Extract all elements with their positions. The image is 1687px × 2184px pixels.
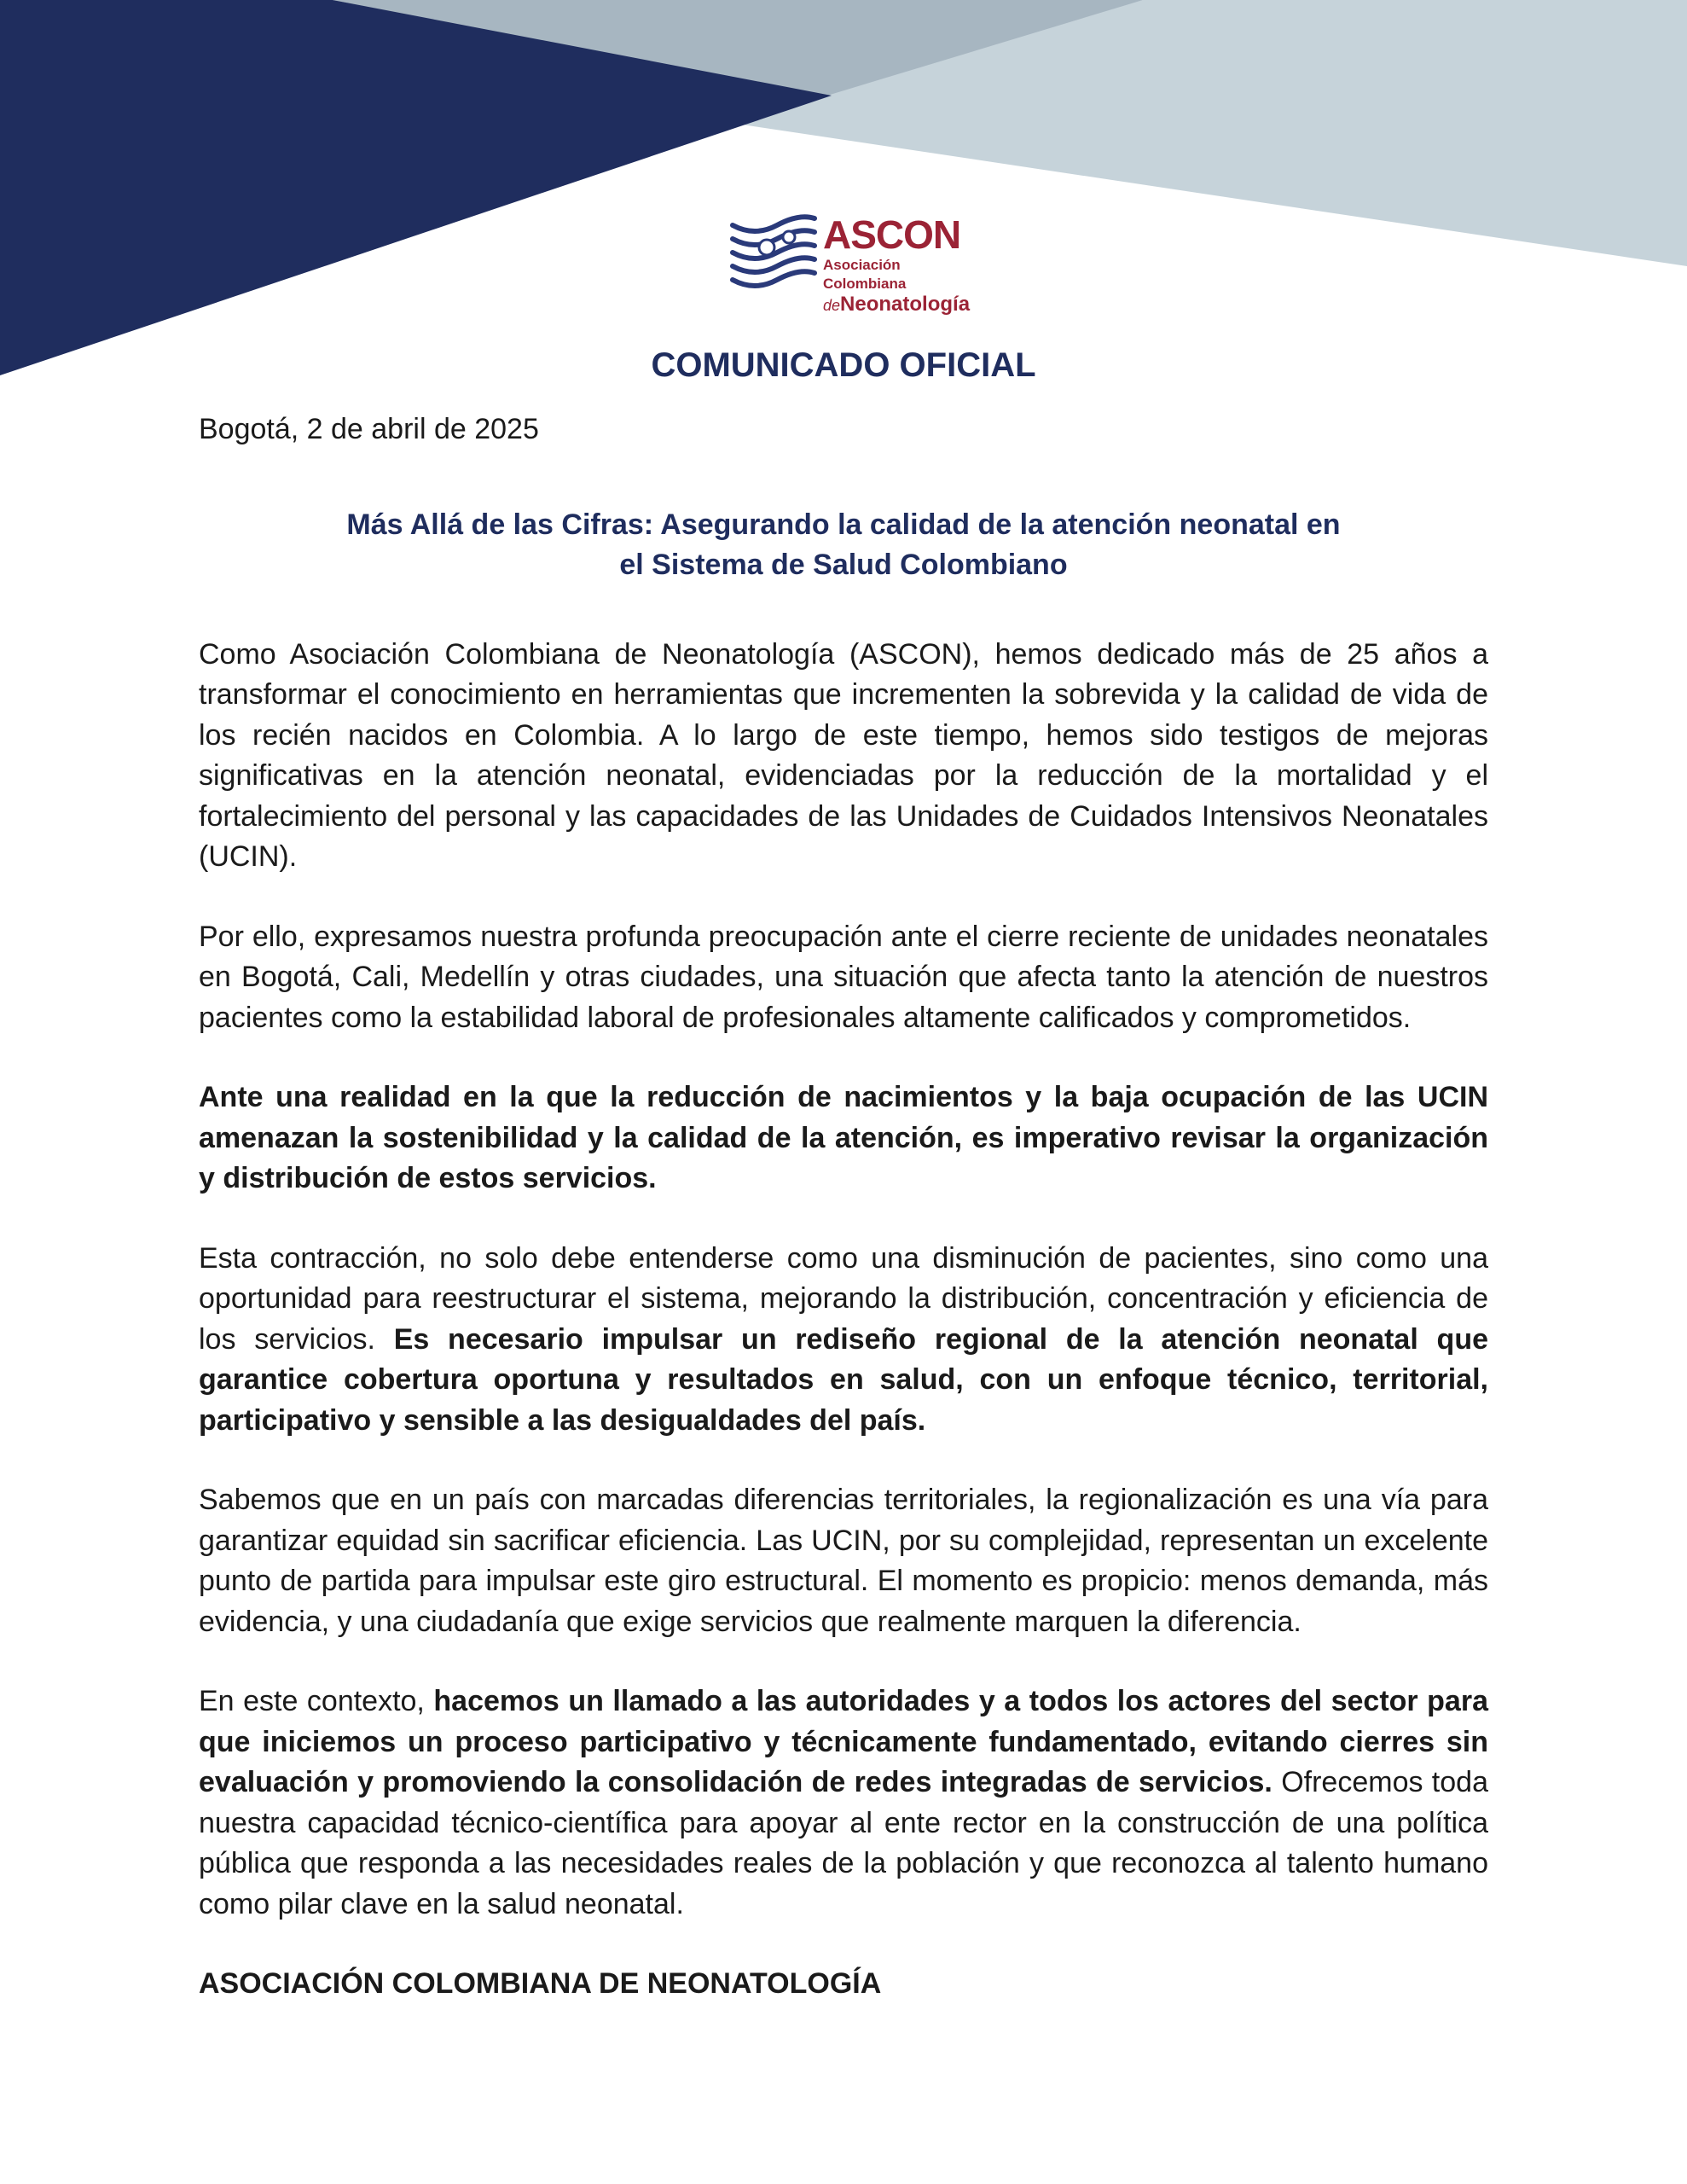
paragraph-4-normal: Esta contracción, no solo debe entenderse como una disminución de pacientes, sino como una oportunidad para reestructurar el sistema, mejorando la distribución, concentración y eficiencia de los servicios. xyxy=(199,1241,1488,1356)
paragraph-6-start: En este contexto, xyxy=(199,1685,434,1717)
logo-subtitle-line2 xyxy=(823,293,977,317)
subtitle-line2: el Sistema de Salud Colombiano xyxy=(619,549,1068,581)
logo-de: de xyxy=(823,297,841,314)
logo-name: ASCON xyxy=(823,212,961,257)
document-date: Bogotá, 2 de abril de 2025 xyxy=(199,413,539,445)
ascon-logo xyxy=(729,212,977,316)
paragraph-4 xyxy=(199,1239,1488,1442)
paragraph-6-end: Ofrecemos toda nuestra capacidad técnico-científica para apoyar al ente rector en la construcción de una política pública que responda a las necesidades reales de la población y que reconozca al talento humano como pilar clave en la salud neonatal. xyxy=(199,1766,1488,1920)
paragraph-4-bold: Es necesario impulsar un rediseño regional de la atención neonatal que garantice cobertura oportuna y resultados en salud, con un enfoque técnico, territorial, participativo y sensible a las desigualdades del país. xyxy=(199,1322,1488,1437)
header-banner xyxy=(0,0,1687,392)
paragraph-2: Por ello, expresamos nuestra profunda preocupación ante el cierre reciente de unidades neonatales en Bogotá, Cali, Medellín y otras ciudades, una situación que afecta tanto la atención de nuestros pacientes como la estabilidad laboral de profesionales altamente calificados y comprometidos. xyxy=(199,920,1488,1034)
logo-neonatologia: Neonatología xyxy=(840,293,971,316)
logo-emblem-icon xyxy=(729,213,819,299)
document-subtitle xyxy=(199,505,1488,586)
logo-subtitle-line1: Asociación Colombiana xyxy=(823,257,907,292)
paragraph-3: Ante una realidad en la que la reducción de nacimientos y la baja ocupación de las UCIN amenazan la sostenibilidad y la calidad de la atención, es imperativo revisar la organización y distribución de estos servicios. xyxy=(199,1081,1488,1194)
paragraph-5: Sabemos que en un país con marcadas diferencias territoriales, la regionalización es una vía para garantizar equidad sin sacrificar eficiencia. Las UCIN, por su complejidad, representan un excelente punto de partida para impulsar este giro estructural. El momento es propicio: menos demanda, más evidencia, y una ciudadanía que exige servicios que realmente marquen la diferencia. xyxy=(199,1484,1488,1638)
paragraph-6 xyxy=(199,1682,1488,1925)
subtitle-line1: Más Allá de las Cifras: Asegurando la calidad de la atención neonatal en xyxy=(346,508,1341,541)
paragraph-1: Como Asociación Colombiana de Neonatología (ASCON), hemos dedicado más de 25 años a transformar el conocimiento en herramientas que incrementen la sobrevida y la calidad de vida de los recién nacidos en Colombia. A lo largo de este tiempo, hemos sido testigos de mejoras significativas en la atención neonatal, evidenciadas por la reducción de la mortalidad y el fortalecimiento del personal y las capacidades de las Unidades de Cuidados Intensivos Neonatales (UCIN). xyxy=(199,637,1488,873)
page-heading: COMUNICADO OFICIAL xyxy=(651,346,1036,384)
document-body xyxy=(199,410,1488,2005)
signature: ASOCIACIÓN COLOMBIANA DE NEONATOLOGÍA xyxy=(199,1967,882,2000)
paragraph-6-bold: hacemos un llamado a las autoridades y a todos los actores del sector para que iniciemos un proceso participativo y técnicamente fundamentado, evitando cierres sin evaluación y promoviendo la consolidación de redes integradas de servicios. xyxy=(199,1685,1488,1798)
